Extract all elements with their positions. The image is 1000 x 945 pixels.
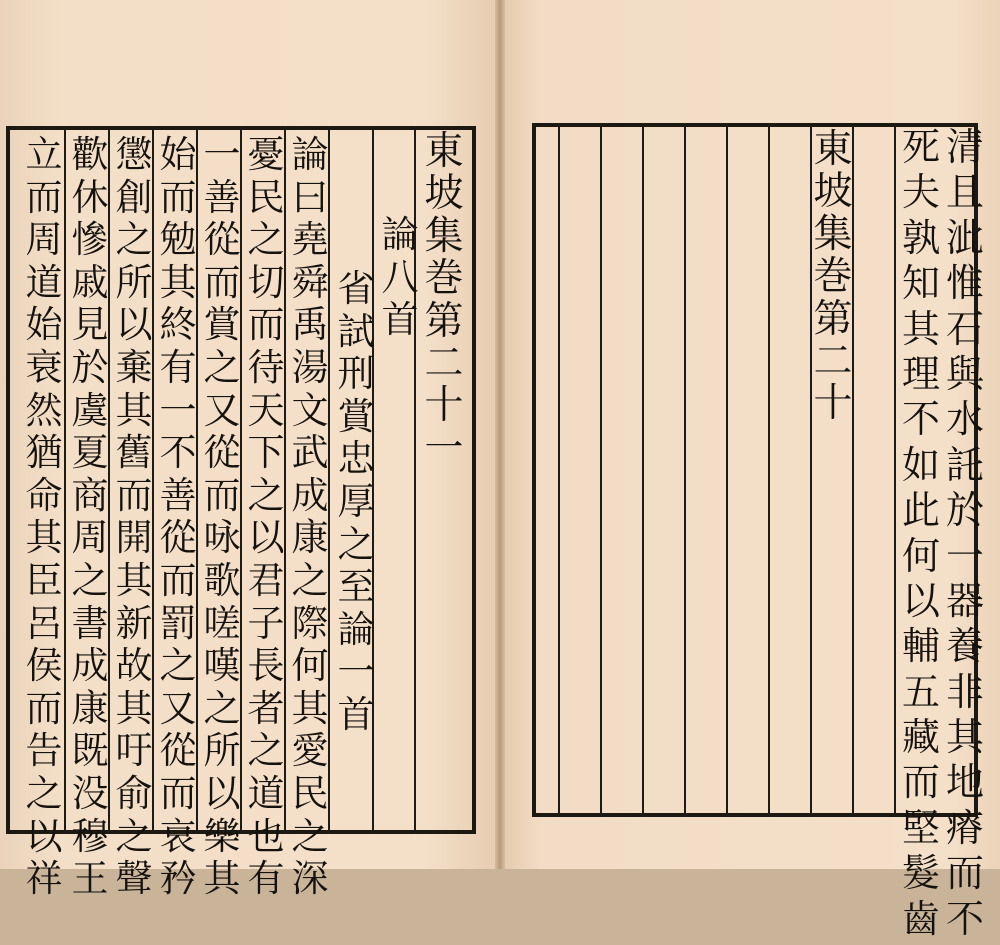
character: 君 (247, 558, 285, 602)
character: 省 (337, 267, 375, 310)
text-column-1 (940, 125, 990, 945)
character: 且 (945, 170, 984, 215)
character: 夫 (901, 170, 940, 215)
character: 厚 (337, 479, 375, 523)
character: 民 (247, 175, 285, 219)
character: 之 (247, 729, 285, 773)
character: 商 (71, 473, 109, 517)
column-rule (684, 123, 686, 817)
character: 而 (901, 760, 940, 805)
character: 之 (203, 686, 241, 730)
character: 從 (203, 431, 241, 475)
text-column-5 (112, 133, 156, 903)
character: 不 (901, 397, 940, 442)
character: 東 (424, 129, 464, 174)
character: 清 (945, 125, 984, 169)
character: 堅 (901, 805, 940, 850)
character: 一 (945, 533, 984, 578)
text-column-7 (22, 133, 66, 903)
character: 哀 (159, 814, 197, 858)
character: 集 (813, 211, 853, 257)
character: 水 (945, 397, 984, 442)
character: 從 (159, 729, 197, 773)
character: 而 (247, 303, 285, 347)
character: 第 (424, 298, 464, 344)
character: 新 (115, 601, 153, 645)
character: 孰 (901, 215, 940, 260)
character: 八 (381, 255, 419, 299)
character: 不 (159, 431, 197, 475)
character: 始 (25, 303, 63, 347)
character: 歌 (203, 558, 241, 602)
character: 成 (291, 473, 329, 517)
character: 之 (203, 345, 241, 389)
character: 以 (203, 771, 241, 815)
character: 髮 (901, 851, 940, 896)
subtitle-column (376, 213, 424, 344)
character: 惟 (945, 261, 984, 306)
character: 其 (115, 558, 153, 602)
character: 泚 (945, 215, 984, 260)
character: 藏 (901, 715, 940, 760)
character: 非 (945, 669, 984, 714)
character: 棄 (115, 345, 153, 389)
character: 之 (291, 558, 329, 602)
character: 善 (159, 473, 197, 517)
character: 切 (247, 260, 285, 304)
character: 書 (71, 601, 109, 645)
character: 戚 (71, 260, 109, 304)
character: 所 (115, 260, 153, 304)
character: 知 (901, 261, 940, 306)
character: 首 (337, 692, 375, 736)
character: 侯 (25, 644, 63, 688)
chapter-title-column (418, 129, 470, 471)
character: 而 (159, 558, 197, 602)
character: 然 (25, 388, 63, 432)
character: 猶 (25, 431, 63, 475)
character: 堯 (291, 218, 329, 262)
character: 理 (901, 351, 940, 396)
character: 集 (424, 213, 464, 259)
character: 之 (291, 814, 329, 858)
character: 試 (337, 309, 375, 353)
character: 巻 (813, 254, 853, 300)
character: 賞 (203, 303, 241, 347)
character: 至 (337, 565, 375, 609)
character: 勉 (159, 218, 197, 262)
character: 者 (247, 686, 285, 730)
character: 之 (25, 771, 63, 815)
column-rule (894, 123, 896, 817)
character: 其 (945, 715, 984, 760)
character: 而 (945, 851, 984, 896)
text-column-3 (200, 133, 244, 903)
character: 子 (247, 601, 285, 645)
character: 衰 (25, 345, 63, 389)
character: 而 (115, 473, 153, 517)
character: 忠 (337, 437, 375, 481)
character: 聲 (115, 857, 153, 901)
character: 其 (291, 686, 329, 730)
character: 始 (159, 133, 197, 176)
essay-heading-column (332, 267, 380, 739)
character: 如 (901, 442, 940, 487)
character: 之 (247, 473, 285, 517)
character: 而 (25, 686, 63, 730)
character: 一 (424, 425, 464, 471)
character: 又 (203, 388, 241, 432)
character: 而 (25, 175, 63, 219)
character: 之 (247, 218, 285, 262)
character: 之 (159, 644, 197, 688)
character: 長 (247, 644, 285, 688)
character: 不 (945, 896, 984, 941)
character: 一 (203, 133, 241, 176)
character: 歡 (71, 133, 109, 176)
character: 慘 (71, 218, 109, 262)
character: 曰 (291, 175, 329, 219)
character: 武 (291, 431, 329, 475)
column-rule (726, 123, 728, 817)
character: 嘆 (203, 644, 241, 688)
character: 夏 (71, 431, 109, 475)
character: 道 (25, 260, 63, 304)
character: 康 (71, 686, 109, 730)
character: 罰 (159, 601, 197, 645)
character: 下 (247, 431, 285, 475)
character: 湯 (291, 345, 329, 389)
character: 成 (71, 644, 109, 688)
character: 道 (247, 771, 285, 815)
character: 五 (901, 669, 940, 714)
character: 也 (247, 814, 285, 858)
character: 之 (71, 558, 109, 602)
character: 憂 (247, 133, 285, 176)
character: 器 (945, 578, 984, 623)
character: 之 (115, 218, 153, 262)
character: 輔 (901, 624, 940, 669)
column-rule (600, 123, 602, 817)
character: 待 (247, 345, 285, 389)
character: 告 (25, 729, 63, 773)
character: 俞 (115, 771, 153, 815)
character: 其 (115, 388, 153, 432)
character: 首 (381, 298, 419, 342)
character: 坡 (424, 171, 464, 217)
character: 從 (159, 516, 197, 560)
character: 之 (115, 814, 153, 858)
character: 創 (115, 175, 153, 219)
character: 從 (203, 218, 241, 262)
character: 巻 (424, 256, 464, 302)
character: 有 (247, 857, 285, 901)
character: 没 (71, 771, 109, 815)
character: 休 (71, 175, 109, 219)
column-rule (558, 123, 560, 817)
character: 而 (159, 771, 197, 815)
character: 二 (424, 340, 464, 386)
character: 論 (337, 607, 375, 651)
character: 第 (813, 296, 853, 342)
character: 地 (945, 760, 984, 805)
character: 其 (159, 260, 197, 304)
book-gutter (495, 0, 505, 869)
left-page (0, 0, 500, 901)
character: 康 (291, 516, 329, 560)
character: 而 (203, 473, 241, 517)
character: 瘠 (945, 805, 984, 850)
character: 嗟 (203, 601, 241, 645)
character: 周 (71, 516, 109, 560)
character: 又 (159, 686, 197, 730)
character: 其 (115, 686, 153, 730)
character: 懲 (115, 133, 153, 176)
text-column-6 (68, 133, 112, 903)
character: 所 (203, 729, 241, 773)
character: 民 (291, 771, 329, 815)
character: 東 (813, 127, 853, 172)
character: 善 (203, 175, 241, 219)
character: 以 (25, 814, 63, 858)
character: 而 (203, 260, 241, 304)
character: 王 (71, 857, 109, 901)
character: 深 (291, 857, 329, 901)
character: 石 (945, 306, 984, 351)
character: 穆 (71, 814, 109, 858)
text-column-2 (244, 133, 288, 903)
text-column-2 (898, 125, 944, 945)
character: 祥 (25, 857, 63, 901)
character: 命 (25, 473, 63, 517)
column-rule (642, 123, 644, 817)
character: 以 (247, 516, 285, 560)
character: 何 (291, 644, 329, 688)
chapter-title-column (810, 127, 856, 427)
character: 周 (25, 218, 63, 262)
character: 有 (159, 345, 197, 389)
character: 舊 (115, 431, 153, 475)
character: 文 (291, 388, 329, 432)
character: 其 (203, 857, 241, 901)
character: 故 (115, 644, 153, 688)
character: 咏 (203, 516, 241, 560)
character: 既 (71, 729, 109, 773)
character: 其 (25, 516, 63, 560)
character: 舜 (291, 260, 329, 304)
character: 吁 (115, 729, 153, 773)
character: 賞 (337, 394, 375, 438)
character: 養 (945, 624, 984, 669)
column-rule (768, 123, 770, 817)
character: 十 (813, 381, 853, 427)
text-column-4 (156, 133, 200, 903)
character: 刑 (337, 352, 375, 396)
character: 於 (945, 488, 984, 533)
character: 虞 (71, 388, 109, 432)
character: 之 (337, 522, 375, 566)
character: 愛 (291, 729, 329, 773)
character: 此 (901, 488, 940, 533)
character: 死 (901, 125, 940, 169)
character: 而 (159, 175, 197, 219)
character: 臣 (25, 558, 63, 602)
character: 矜 (159, 857, 197, 901)
character: 以 (115, 303, 153, 347)
character: 呂 (25, 601, 63, 645)
character: 際 (291, 601, 329, 645)
right-page (500, 0, 1000, 941)
character: 一 (159, 388, 197, 432)
character: 天 (247, 388, 285, 432)
character: 坡 (813, 169, 853, 215)
character: 以 (901, 578, 940, 623)
character: 何 (901, 533, 940, 578)
character: 開 (115, 516, 153, 560)
character: 十 (424, 383, 464, 429)
character: 於 (71, 345, 109, 389)
character: 齒 (901, 896, 940, 941)
character: 一 (337, 650, 375, 694)
character: 託 (945, 442, 984, 487)
character: 其 (901, 306, 940, 351)
character: 禹 (291, 303, 329, 347)
character: 與 (945, 351, 984, 396)
character: 樂 (203, 814, 241, 858)
character: 見 (71, 303, 109, 347)
character: 論 (291, 133, 329, 176)
character: 二 (813, 338, 853, 384)
text-column-1 (288, 133, 332, 903)
character: 立 (25, 133, 63, 176)
character: 論 (381, 213, 419, 256)
character: 終 (159, 303, 197, 347)
